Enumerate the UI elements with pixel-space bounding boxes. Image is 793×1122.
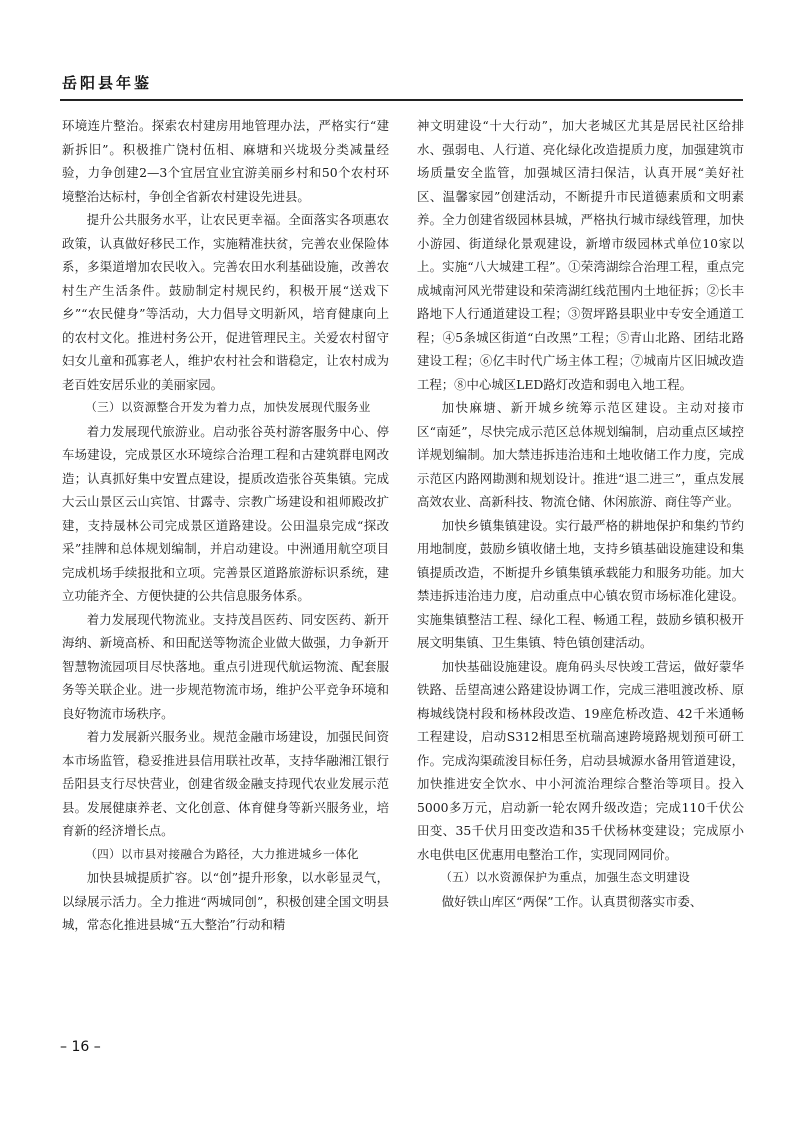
paragraph: 加快基础设施建设。鹿角码头尽快竣工营运，做好蒙华铁路、岳望高速公路建设协调工作，完成三港咀渡改桥、原梅城线饶村段和杨林段改造、19座危桥改造、42千米通畅工程建设，启动S312相思至杭瑞高速跨境路规划预可研工作。完成沟渠疏浚目标任务，启动县城源水备用管道建设，加快推进安全饮水、中小河流治理综合整治等项目。投入5000多万元，启动新一轮农网升级改造；完成110千伏公田变、35千伏月田变改造和35千伏杨林变建设；完成原小水电供电区优惠用电整治工作，实现同网同价。 <box>417 658 744 862</box>
yearbook-title: 岳阳县年鉴 <box>62 74 153 92</box>
left-column <box>62 114 389 1019</box>
paragraph: 做好铁山库区“两保”工作。认真贯彻落实市委、 <box>441 893 703 909</box>
paragraph: 环境连片整治。探索农村建房用地管理办法，严格实行“建新拆旧”。积极推广饶村伍相、麻塘和兴垅圾分类减量经验，力争创建2—3个宜居宜业宜游美丽乡村和50个农村环境整治达标村，争创全省新农村建设先进县。 <box>62 118 389 204</box>
section-heading: （四）以市县对接融合为路径，大力推进城乡一体化 <box>85 846 359 861</box>
header-rule <box>60 99 743 101</box>
paragraph: 加快县城提质扩容。以“创”提升形象，以水彰显灵气，以绿展示活力。全力推进“两城同创”，积极创建全国文明县城，常态化推进县城“五大整治”行动和精 <box>62 870 389 932</box>
paragraph: 加快乡镇集镇建设。实行最严格的耕地保护和集约节约用地制度，鼓励乡镇收储土地，支持乡镇基础设施建设和集镇提质改造，不断提升乡镇集镇承载能力和服务功能。加大禁违拆违治违力度，启动重点中心镇农贸市场标准化建设。实施集镇整洁工程、绿化工程、畅通工程，鼓励乡镇积极开展文明集镇、卫生集镇、特色镇创建活动。 <box>417 517 744 650</box>
paragraph: 着力发展现代物流业。支持茂昌医药、同安医药、新开海纳、新境高桥、和田配送等物流企业做大做强，力争新开智慧物流园项目尽快落地。重点引进现代航运物流、配套服务等关联企业。进一步规范物流市场，维护公平竞争环境和良好物流市场秩序。 <box>62 611 389 721</box>
paragraph: 神文明建设“十大行动”，加大老城区尤其是居民社区给排水、强弱电、人行道、亮化绿化改造提质力度，加强建筑市场质量安全监管，加强城区清扫保洁，认真开展“美好社区、温馨家园”创建活动，不断提升市民道德素质和文明素养。全力创建省级园林县城，严格执行城市绿线管理，加快小游园、街道绿化景观建设，新增市级园林式单位10家以上。实施“八大城建工程”。①荣湾湖综合治理工程，重点完成城南河风光带建设和荣湾湖红线范围内土地征拆；②长丰路地下人行通道建设工程；③贺坪路县职业中专安全通道工程；④5条城区街道“白改黑”工程；⑤青山北路、团结北路建设工程；⑥亿丰时代广场主体工程；⑦城南片区旧城改造工程；⑧中心城区LED路灯改造和弱电入地工程。 <box>417 118 744 392</box>
paragraph: 着力发展新兴服务业。规范金融市场建设，加强民间资本市场监管，稳妥推进县信用联社改革，支持华融湘江银行岳阳县支行尽快营业，创建省级金融支持现代农业发展示范县。发展健康养老、文化创意、体育健身等新兴服务业，培育新的经济增长点。 <box>62 729 389 838</box>
paragraph: 着力发展现代旅游业。启动张谷英村游客服务中心、停车场建设，完成景区水环境综合治理工程和古建筑群电网改造；认真抓好集中安置点建设，提质改造张谷英集镇。完成大云山景区云山宾馆、甘露寺、宗教广场建设和祖师殿改扩建，支持晟林公司完成景区道路建设。公田温泉完成“探改采”挂牌和总体规划编制，并启动建设。中洲通用航空项目完成机场手续报批和立项。完善景区道路旅游标识系统，建立功能齐全、方便快捷的公共信息服务体系。 <box>62 423 389 603</box>
paragraph: 提升公共服务水平，让农民更幸福。全面落实各项惠农政策，认真做好移民工作，实施精准扶贫，完善农业保险体系，多渠道增加农民收入。完善农田水利基础设施，改善农村生产生活条件。鼓励制定村规民约，积极开展“送戏下乡”“农民健身”等活动，大力倡导文明新风，培育健康向上的农村文化。推进村务公开，促进管理民主。关爱农村留守妇女儿童和孤寡老人，维护农村社会和谐稳定，让农村成为老百姓安居乐业的美丽家园。 <box>62 212 389 392</box>
section-heading: （五）以水资源保护为重点，加强生态文明建设 <box>440 870 690 884</box>
paragraph: 加快麻塘、新开城乡统筹示范区建设。主动对接市区“南延”，尽快完成示范区总体规划编制，启动重点区域控详规划编制。加大禁违拆违治违和土地收储工作力度，完成示范区内路网勘测和规划设计。推进“退二进三”，重点发展高效农业、高新科技、物流仓储、休闲旅游、商住等产业。 <box>417 400 744 509</box>
right-column <box>417 114 744 1019</box>
page-number: – 16 – <box>60 1039 101 1055</box>
section-heading: （三）以资源整合开发为着力点，加快发展现代服务业 <box>85 400 371 414</box>
